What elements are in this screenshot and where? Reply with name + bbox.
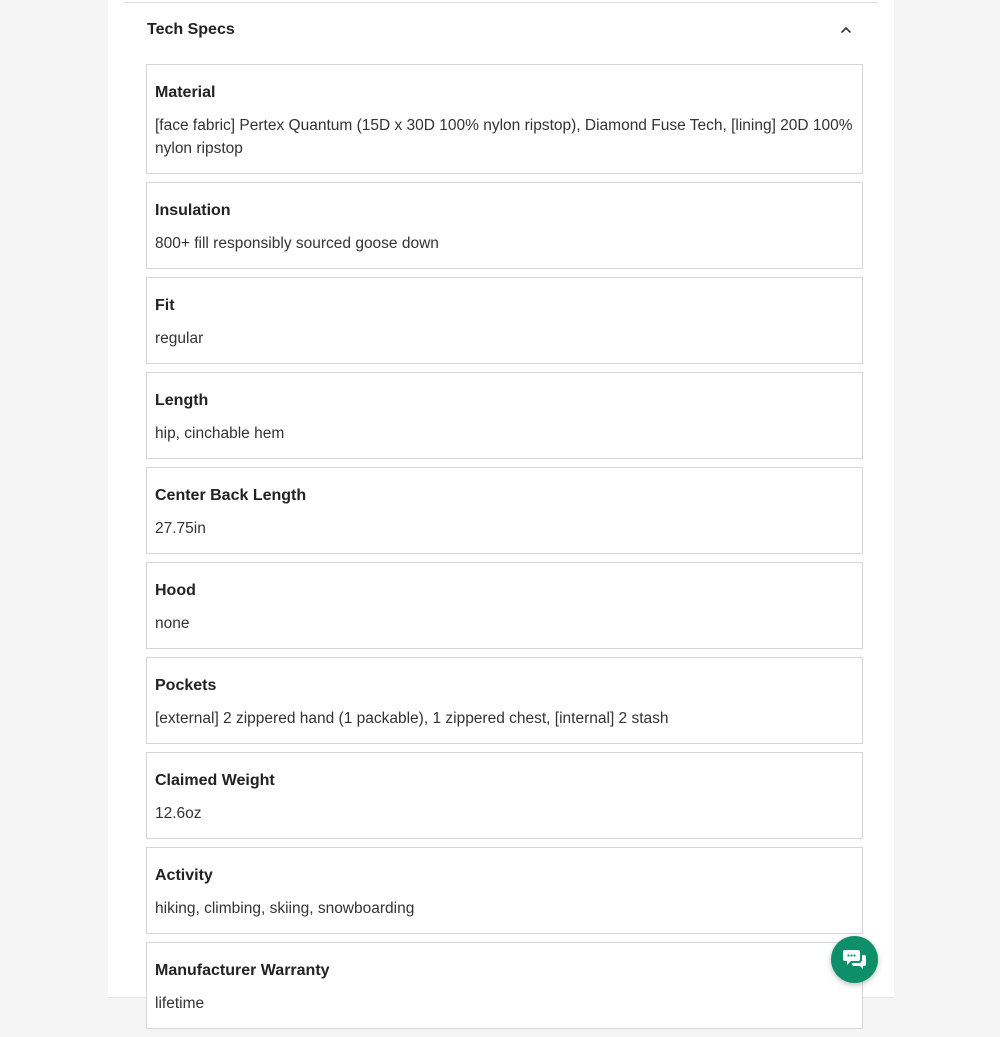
tech-specs-title: Tech Specs — [147, 21, 235, 38]
spec-value: regular — [155, 330, 204, 347]
spec-label: Manufacturer Warranty — [155, 962, 330, 979]
spec-label: Insulation — [155, 202, 231, 219]
spec-item-length — [146, 372, 863, 459]
spec-value: none — [155, 615, 190, 632]
chat-bubbles-icon — [842, 948, 868, 972]
spec-label: Activity — [155, 867, 213, 884]
spec-value: hip, cinchable hem — [155, 425, 285, 442]
spec-label: Material — [155, 84, 216, 101]
spec-value: hiking, climbing, skiing, snowboarding — [155, 900, 415, 917]
spec-label: Fit — [155, 297, 175, 314]
spec-item-activity — [146, 847, 863, 934]
spec-label: Pockets — [155, 677, 217, 694]
spec-item-fit — [146, 277, 863, 364]
spec-item-material — [146, 64, 863, 174]
spec-item-center-back-length — [146, 467, 863, 554]
spec-value: lifetime — [155, 995, 205, 1012]
spec-value: 800+ fill responsibly sourced goose down — [155, 235, 439, 252]
spec-label: Claimed Weight — [155, 772, 275, 789]
spec-item-claimed-weight — [146, 752, 863, 839]
live-chat-button[interactable] — [831, 936, 878, 983]
spec-value: 12.6oz — [155, 805, 202, 822]
spec-item-manufacturer-warranty — [146, 942, 863, 1029]
spec-value: [external] 2 zippered hand (1 packable), 1 zippered chest, [internal] 2 stash — [155, 710, 669, 727]
spec-item-hood — [146, 562, 863, 649]
tech-specs-accordion-header[interactable] — [124, 2, 878, 58]
tech-specs-list — [146, 64, 863, 1037]
spec-item-insulation — [146, 182, 863, 269]
spec-value: 27.75in — [155, 520, 206, 537]
spec-label: Length — [155, 392, 209, 409]
chevron-up-icon[interactable] — [839, 23, 853, 37]
spec-label: Center Back Length — [155, 487, 307, 504]
spec-label: Hood — [155, 582, 196, 599]
spec-value: [face fabric] Pertex Quantum (15D x 30D 100% nylon ripstop), Diamond Fuse Tech, [lining] 20D 100% nylon ripstop — [155, 117, 853, 157]
spec-item-pockets — [146, 657, 863, 744]
